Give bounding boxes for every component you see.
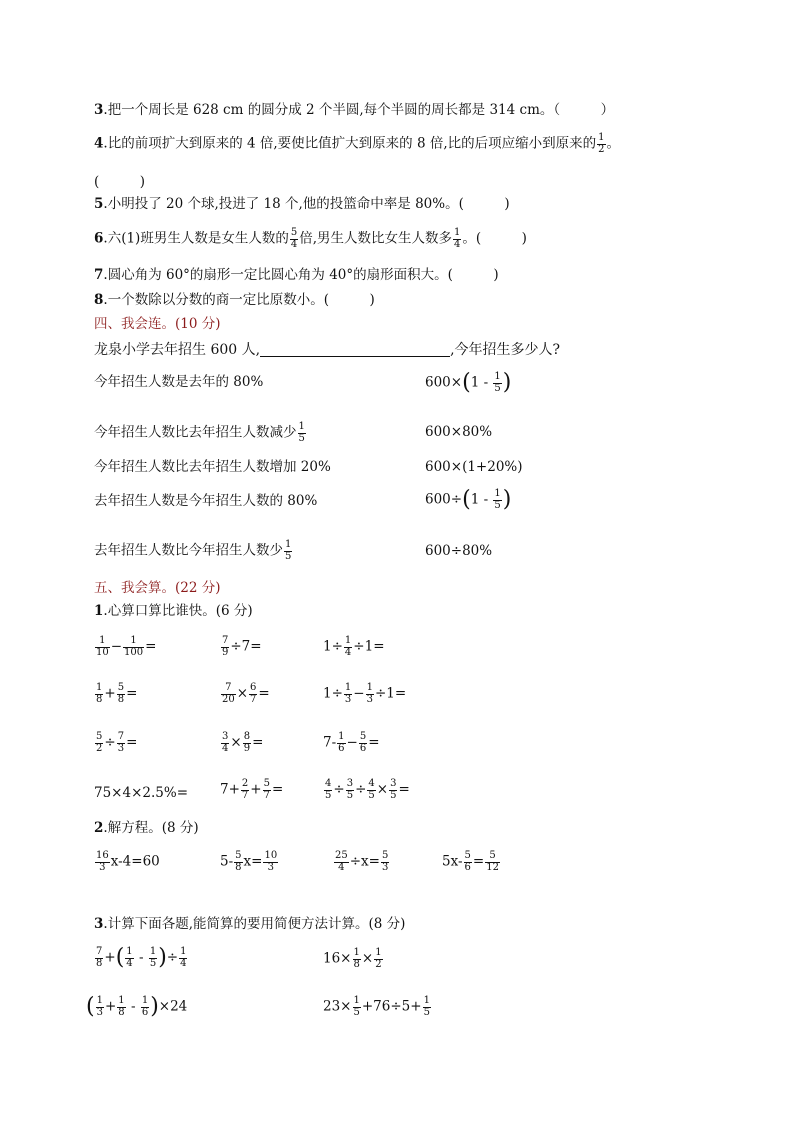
equation-2: 5- $\frac{5}{8}$ x= $\frac{10}{3}$	[220, 850, 278, 873]
fraction: $\frac{1}{4}$	[344, 635, 352, 658]
s5-sub2	[94, 822, 199, 836]
fraction: $\frac{16}{3}$	[96, 850, 109, 873]
judge-q5	[94, 198, 510, 212]
q-number: 5	[94, 196, 104, 212]
judge-q8	[94, 294, 375, 308]
expr-text: 1 -	[470, 491, 493, 508]
fraction: $\frac{3}{4}$	[222, 731, 229, 754]
section4-prompt	[94, 342, 560, 357]
fraction: $\frac{1}{10}$	[96, 635, 109, 658]
fraction: $\frac{1}{8}$	[353, 947, 360, 970]
fraction: $\frac{6}{7}$	[250, 682, 257, 705]
mental-r4c1: 75×4×2.5%=	[94, 785, 188, 801]
q-number: 2	[94, 820, 104, 836]
q-number: 4	[94, 135, 104, 152]
q-number: 3	[94, 916, 104, 932]
judge-q4-paren: ( )	[94, 174, 146, 190]
match-right-2[interactable]: 600×80%	[425, 424, 493, 440]
q-text: .一个数除以分数的商一定比原数小。( )	[103, 292, 375, 308]
fraction: $\frac{7}{9}$	[222, 635, 229, 658]
match-right-3[interactable]: 600×(1+20%)	[425, 459, 523, 475]
q-number: 7	[94, 267, 104, 283]
judge-q6	[94, 228, 527, 250]
fraction: $\frac{5}{8}$	[235, 850, 242, 873]
answer-blank[interactable]	[260, 342, 450, 357]
q-number: 6	[94, 230, 104, 247]
fraction: $\frac{1}{5}$	[298, 421, 305, 444]
q-text: .计算下面各题,能简算的要用简便方法计算。(8 分)	[103, 916, 406, 932]
fraction: $\frac{3}{5}$	[390, 778, 397, 801]
match-left-1[interactable]: 今年招生人数是去年的 80%	[94, 374, 264, 390]
fraction: $\frac{5}{4}$	[290, 227, 298, 250]
fraction: $\frac{5}{3}$	[381, 850, 389, 873]
mental-r4c2: 7+ $\frac{2}{7}$ + $\frac{5}{7}$ =	[220, 778, 284, 801]
prompt-text: ,今年招生多少人?	[450, 342, 561, 358]
fraction: $\frac{1}{6}$	[141, 995, 149, 1018]
fraction: $\frac{5}{6}$	[464, 850, 471, 873]
paren-open: (	[462, 487, 471, 512]
fraction: $\frac{8}{9}$	[243, 731, 251, 754]
equation-1: $\frac{16}{3}$ x-4=60	[96, 850, 160, 873]
prompt-text: 龙泉小学去年招生 600 人,	[94, 342, 261, 358]
q-text: 倍,男生人数比女生人数多	[299, 230, 452, 247]
mental-r3c1: $\frac{5}{2}$ ÷ $\frac{7}{3}$ =	[96, 731, 138, 754]
fraction: $\frac{1}{3}$	[366, 682, 373, 705]
s5-sub3	[94, 918, 405, 932]
fraction: $\frac{7}{3}$	[117, 731, 125, 754]
q-text: .比的前项扩大到原来的 4 倍,要使比值扩大到原来的 8 倍,比的后项应缩小到原来的	[103, 135, 597, 152]
judge-q3	[94, 104, 614, 118]
match-text: 今年招生人数比去年招生人数减少	[94, 424, 297, 441]
mental-r3c3: 7- $\frac{1}{6}$ − $\frac{5}{6}$ =	[323, 731, 380, 754]
match-right-5[interactable]: 600÷80%	[425, 543, 493, 559]
mental-r2c1: $\frac{1}{8}$ + $\frac{5}{8}$ =	[96, 682, 138, 705]
fraction: $\frac{1}{4}$	[126, 946, 133, 969]
mental-r1c3: 1÷ $\frac{1}{4}$ ÷1=	[323, 635, 385, 658]
fraction: $\frac{5}{7}$	[263, 778, 270, 801]
fraction: $\frac{3}{5}$	[346, 778, 354, 801]
expr-text: 1 -	[470, 374, 493, 391]
judge-q4	[94, 133, 620, 155]
mental-r2c2: $\frac{7}{20}$ × $\frac{6}{7}$ =	[222, 682, 270, 705]
q-text-end: 。	[606, 135, 620, 152]
fraction: $\frac{1}{8}$	[96, 682, 103, 705]
judge-q7	[94, 269, 499, 283]
section5-title: 五、我会算。(22 分)	[94, 580, 221, 596]
calc-1: $\frac{7}{8}$ +( $\frac{1}{4}$ - $\frac{1}{5}$ )÷ $\frac{1}{4}$	[96, 945, 187, 970]
expr-text: 600÷	[425, 491, 463, 508]
match-left-3[interactable]: 今年招生人数比去年招生人数增加 20%	[94, 459, 331, 475]
fraction: $\frac{1}{2}$	[598, 132, 605, 155]
fraction: $\frac{1}{3}$	[96, 995, 103, 1018]
q-text: .解方程。(8 分)	[103, 820, 199, 836]
paren-close: )	[502, 487, 512, 512]
fraction: $\frac{1}{2}$	[375, 947, 382, 970]
expr-text: 600×	[425, 374, 463, 391]
fraction: $\frac{5}{8}$	[117, 682, 125, 705]
match-text: 去年招生人数比今年招生人数少	[94, 542, 283, 559]
match-right-1[interactable]	[425, 372, 511, 394]
fraction: $\frac{1}{4}$	[180, 946, 187, 969]
fraction: $\frac{1}{6}$	[338, 731, 345, 754]
fraction: $\frac{1}{4}$	[454, 227, 461, 250]
q-text: 。( )	[462, 230, 527, 247]
fraction: $\frac{2}{7}$	[241, 778, 249, 801]
q-number: 1	[94, 603, 104, 619]
section4-title: 四、我会连。(10 分)	[94, 316, 221, 332]
s5-sub1	[94, 605, 253, 619]
fraction: $\frac{1}{100}$	[124, 635, 144, 658]
equation-3: $\frac{25}{4}$ ÷x= $\frac{5}{3}$	[335, 850, 389, 873]
calc-2: 16× $\frac{1}{8}$ × $\frac{1}{2}$	[323, 947, 382, 970]
fraction: $\frac{10}{3}$	[264, 850, 278, 873]
fraction: $\frac{4}{5}$	[325, 778, 332, 801]
fraction: $\frac{5}{12}$	[486, 850, 499, 873]
fraction: $\frac{5}{2}$	[96, 731, 103, 754]
paren-close: )	[502, 370, 512, 395]
mental-r3c2: $\frac{3}{4}$ × $\frac{8}{9}$ =	[222, 731, 264, 754]
mental-r1c1: $\frac{1}{10}$ − $\frac{1}{100}$ =	[96, 635, 157, 658]
match-right-4[interactable]	[425, 489, 511, 511]
q-text: .把一个周长是 628 cm 的圆分成 2 个半圆,每个半圆的周长都是 314 cm。（ ）	[103, 102, 615, 118]
fraction: $\frac{25}{4}$	[335, 850, 348, 873]
calc-3: ( $\frac{1}{3}$ + $\frac{1}{8}$ - $\frac{1}{6}$ )×24	[86, 994, 188, 1019]
q-text: .心算口算比谁快。(6 分)	[103, 603, 253, 619]
equation-4: 5x- $\frac{5}{6}$ = $\frac{5}{12}$	[442, 850, 499, 873]
fraction: $\frac{1}{5}$	[149, 946, 157, 969]
fraction: $\frac{1}{8}$	[118, 995, 125, 1018]
fraction: $\frac{7}{8}$	[96, 946, 103, 969]
fraction: $\frac{1}{5}$	[285, 539, 292, 562]
calc-4: 23× $\frac{1}{5}$ +76÷5+ $\frac{1}{5}$	[323, 995, 430, 1018]
q-text: .小明投了 20 个球,投进了 18 个,他的投篮命中率是 80%。( )	[103, 196, 510, 212]
fraction: $\frac{1}{5}$	[494, 488, 501, 511]
q-text: .圆心角为 60°的扇形一定比圆心角为 40°的扇形面积大。( )	[103, 267, 499, 283]
match-left-4[interactable]: 去年招生人数是今年招生人数的 80%	[94, 493, 318, 509]
q-text: .六(1)班男生人数是女生人数的	[103, 230, 289, 247]
mental-r1c2: $\frac{7}{9}$ ÷7=	[222, 635, 262, 658]
fraction: $\frac{1}{3}$	[344, 682, 352, 705]
fraction: $\frac{1}{5}$	[423, 995, 430, 1018]
q-number: 3	[94, 102, 104, 118]
fraction: $\frac{1}{5}$	[494, 371, 501, 394]
match-left-2[interactable]	[94, 422, 307, 444]
mental-r2c3: 1÷ $\frac{1}{3}$ − $\frac{1}{3}$ ÷1=	[323, 682, 407, 705]
fraction: $\frac{1}{5}$	[353, 995, 360, 1018]
q-number: 8	[94, 292, 104, 308]
fraction: $\frac{4}{5}$	[368, 778, 375, 801]
mental-r4c3: $\frac{4}{5}$ ÷ $\frac{3}{5}$ ÷ $\frac{4}{5}$ × $\frac{3}{5}$ =	[325, 778, 410, 801]
paren-open: (	[462, 370, 471, 395]
fraction: $\frac{5}{6}$	[359, 731, 367, 754]
match-left-5[interactable]	[94, 540, 293, 562]
fraction: $\frac{7}{20}$	[222, 682, 235, 705]
